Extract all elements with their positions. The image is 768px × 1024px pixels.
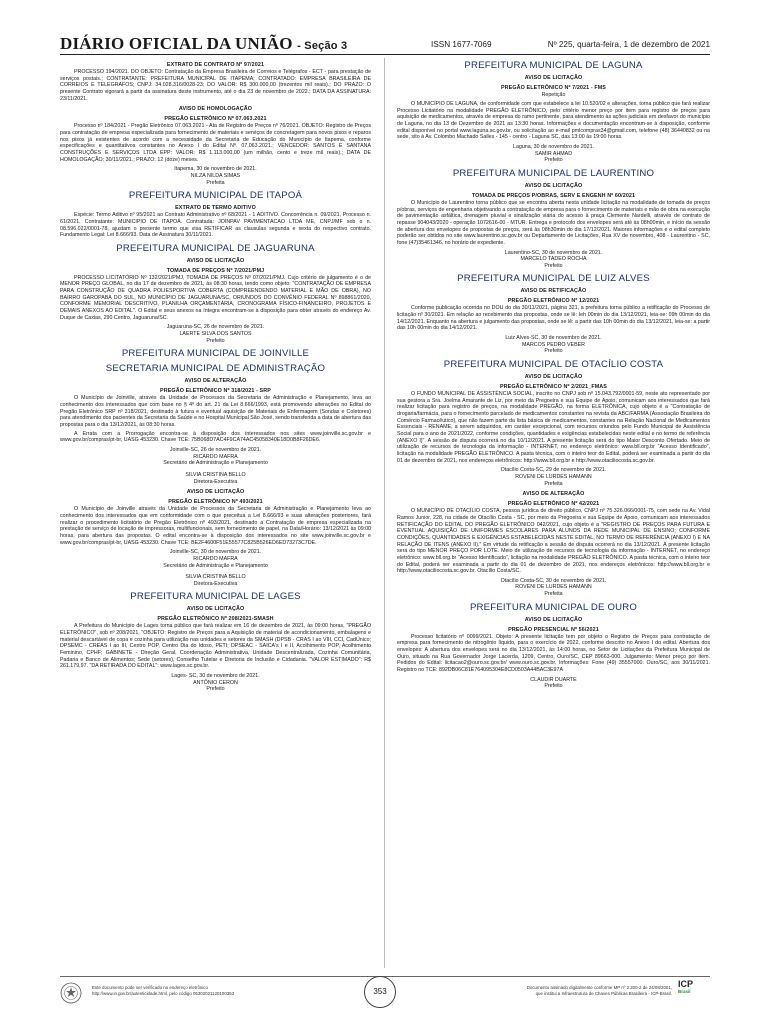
signature-name: SILVIA CRISTINA BELLO — [185, 574, 246, 581]
verification-note — [92, 985, 234, 997]
signature-name: ROVENI DE LURDES HAMANN — [515, 584, 592, 591]
notice-text: A Errata com a Prorrogação encontra-se à disposição dos interessados nos sites www.joinville.sc.gov.br e www.gov.br/compras/pt-br, UASG 453230. Chave TCE: 75B068D7AC4F9CA74AC45058340E18D0B8F26DE6. — [60, 430, 371, 444]
journal-title — [60, 34, 347, 54]
organization-heading: PREFEITURA MUNICIPAL DE JAGUARUNA — [116, 242, 315, 254]
notice-lages — [60, 591, 371, 693]
notice-subheading: PREGÃO ELETRÔNICO Nº 2/2021_FMAS — [499, 384, 607, 391]
notice-otacilio-costa-42 — [397, 491, 710, 598]
signature-role: Prefeito — [544, 262, 563, 269]
notice-subheading: PREGÃO ELETRÔNICO Nº 07.063.2021 — [164, 116, 267, 123]
signature-note-line: que institui a Infraestrutura de Chaves Públicas Brasileira - ICP-Brasil. — [535, 991, 672, 996]
icp-logo-text: ICP — [678, 979, 694, 989]
notice-subheading: PREGÃO ELETRÔNICO Nº 12/2021 — [507, 298, 600, 305]
notice-text: Conforme publicação ocorrida no DOU do dia 30/11/2021, página 321, a prefeitura torna público a retificação do Processo de licitação nº 30/2021. Em relação ao recebimento das propostas, onde se lê: Ieh 00min do dia 13/12/2021, leia-se: 09h 00min do dia 14/12/2021. Enquanto na abertura e julgamento das propostas, onde se lê: a partir das 10h 00min do dia 13/12/2021, leia-se: a partir das 10h 00min do dia 14/12/2021. — [397, 305, 710, 332]
organization-heading: PREFEITURA MUNICIPAL DE LUIZ ALVES — [457, 273, 650, 285]
notice-heading: AVISO DE HOMOLOGAÇÃO — [178, 106, 253, 113]
signature-role: Prefeita — [544, 480, 563, 487]
notice-heading: EXTRATO DE TERMO ADITIVO — [175, 205, 256, 212]
verification-url[interactable]: http://www.in.gov.br/autenticidade.html, pelo código 05302021120100353 — [92, 991, 235, 996]
notice-text: O Município de Laurentino torna público que se encontra aberta nesta unidade licitação na modalidade de tomada de preços p/obras, serviços de engenharia objetivando a contratação de empresa para o fornecimento de materiais e mão de obra na execução de pavimentação asfáltica, drenagem pluvial e sinalização viária do acesso à praça Clemente Nardelli, através de contrato de repasse 904043/2020 - operação 1072616-00 - MTUR. Entrega e protocolo dos envelopes será até às 08h00min, e início da sessão de abertura dos envelopes de propostas de preços, será às 08h30min do dia 17/12/2021. Maiores informações e o edital completo poderão ser obtidos no site www.laurentino.sc.gov.br ou Departamento de Licitações, Rua XV de novembro, 408 - Laurentino - SC, fone (47)35461346, no horário de expediente. — [397, 199, 710, 246]
organization-heading: PREFEITURA MUNICIPAL DE LAGES — [130, 591, 301, 603]
notice-joinville-318 — [60, 348, 371, 485]
organization-heading: PREFEITURA MUNICIPAL DE LAGUNA — [464, 60, 643, 71]
left-column — [60, 58, 371, 968]
organization-heading: PREFEITURA MUNICIPAL DE JOINVILLE — [121, 348, 310, 360]
notice-laurentino — [397, 168, 710, 270]
signature-block — [397, 677, 710, 690]
signature-role: Prefeito — [544, 157, 563, 164]
notice-itapema-homologacao — [60, 106, 371, 186]
signature-name: SILVIA CRISTINA BELLO — [185, 471, 246, 478]
journal-name: DIÁRIO OFICIAL DA UNIÃO — [60, 34, 293, 53]
signature-block — [60, 166, 371, 186]
signature-role: Prefeita — [544, 591, 563, 598]
notice-heading: AVISO DE LICITAÇÃO — [524, 75, 583, 81]
signature-place-date: Laguna, 30 de novembro de 2021. — [513, 143, 594, 150]
page-number: 353 — [364, 976, 396, 1008]
signature-name: RICARDO MAFRA — [193, 453, 238, 460]
signature-name: MARCELO TADEO ROCHA — [520, 256, 587, 263]
notice-subheading: PREGÃO ELETRÔNICO Nº 318/2021 - SRP — [160, 388, 271, 395]
signature-role: Diretora-Executiva — [193, 478, 238, 485]
signature-name: ANTÔNIO CERON — [193, 679, 238, 686]
signature-block — [397, 335, 710, 355]
notice-text: Processo nº 184/2021 - Pregão Eletrônico 07.063.2021 - Ata de Registro de Preços nº 76/2021. OBJETO: Registro de Preços para contratação de empresa especializada para fornecimento de materiais e serviços de concretagem para novos pisos e reparos nos pisos já existentes de acordo com a necessidade da Secretaria de Educação do Município de Itapema, conforme especificações e quantitativos constantes no Anexo I do Edital Nº. 07.063.2021.; VENCEDOR: SANTOS E SANTANA CONSTRUÇÕES E SERVIÇOS LTDA EPP; VALOR: R$ 1.113.000,00 (um milhão, cento e treze mil reais).; DATA DE HOMOLOGAÇÃO: 30/11/2021.; PRAZO: 12 (doze) meses. — [60, 123, 371, 163]
notice-heading: AVISO DE LICITAÇÃO — [524, 616, 583, 623]
notice-note: Repetição — [541, 92, 566, 98]
notice-subheading: PREGÃO ELETRÔNICO Nº 208/2021-SMASH — [157, 616, 274, 623]
notice-text: PROCESSO 194/2021. DO OBJETO: Contratação da Empresa Brasileira de Correios e Telégrafos - ECT - para prestação de serviços postais.; CONTRATANTE: PREFEITURA MUNICIPAL DE ITAPEMA; CONTRATADO: EMPRESA BRASILEIRA DE CORREIOS E TELEGRAFOS; CNPJ: 34.028.316/0028-23; DO VALOR: R$ 300.000,00 (trezentos mil reais).; DO PRAZO: O presente Contrato vigorará a partir da assinatura deste instrumento, até o dia 23 de novembro de 2022.; DATA DA ASSINATURA: 23/11/2021. — [60, 69, 371, 102]
signature-name: RICARDO MAFRA — [193, 555, 238, 562]
notice-heading: AVISO DE LICITAÇÃO — [186, 606, 245, 613]
signature-block — [397, 467, 710, 487]
notice-heading: AVISO DE LICITAÇÃO — [186, 489, 245, 496]
signature-block — [397, 578, 710, 598]
signature-place-date: Laurentino-SC, 30 de novembro de 2021. — [504, 249, 603, 256]
notice-text: Espécie: Termo Aditivo nº 95/2021 ao Contrato Administrativo nº 68/2021 - 1 ADITIVO. Concorrência n. 09/2021, Processo n. 61/2021. Contratante: MUNICIPIO DE ITAPOÁ. Contratada: JOINPAV PAVIMENTACAO LTDA ME, CNPJ/MF sob o n. 08.596.022/0001-78, ajustam o presente termo que visa RETIFICAR as clausulas segunda e sexta do respectivo contrato. Fundamento Legal: Lei 8.666/93. Data de Assinatura 30/11/2021. — [60, 212, 371, 239]
signature-name: CLAUDIR DUARTE — [530, 676, 577, 683]
organization-heading: PREFEITURA MUNICIPAL DE LAURENTINO — [452, 167, 655, 179]
signature-place-date: Itapema, 30 de novembro de 2021. — [174, 166, 257, 173]
signature-block — [60, 549, 371, 587]
signature-role: Prefeito — [544, 348, 563, 355]
national-seal-icon — [60, 982, 82, 1004]
right-column — [397, 58, 710, 968]
notice-itapoa — [60, 190, 371, 239]
notice-text: O MUNICÍPIO DE LAGUNA, de conformidade com que estabelece a lei 10.520/02 e alterações, torna público que fará realizar Processo Licitatório na modalidade PREGÃO ELETRÔNICO, pelo critério menor preço por item para registro de preços para aquisição de medicamentos, através de empresa do ramo pertinente, para atendimento às ações judiciais em desfavor do município de Laguna, no dia 13 de Dezembro de 2021 as 13:30 horas. Informações e documentação encontram-se à disposição, conforme edital disponível no portal www.laguna.sc.gov.br, ou solicitação ao e-mail pmlcompras34@gmail.com, telefone (48) 36440832 ou na sede, sito à Av. Colombo Machado Salles - 145 - centro - Laguna SC, das 13:00 às 19:00 horas. — [397, 101, 710, 141]
signature-name: SAMIR AHMAD — [534, 150, 573, 157]
issn: ISSN 1677-7069 — [431, 40, 492, 49]
icp-logo-subtext: Brasil — [678, 989, 691, 994]
signature-block — [397, 144, 710, 164]
signature-place-date: Lages- SC, 30 de novembro de 2021. — [171, 673, 260, 680]
signature-block — [397, 250, 710, 270]
notice-otacilio-costa-fmas — [397, 359, 710, 487]
notice-heading: EXTRATO DE CONTRATO Nº 97/2021 — [166, 62, 265, 68]
signature-role: Diretora-Executiva — [193, 580, 238, 587]
signature-note — [527, 985, 672, 997]
notice-text: PROCESSO LICITATÓRIO Nº 132/2021/PMJ, TOMADA DE PREÇOS Nº 07/2021/PMJ. Cujo critério de julgamento é o de MENOR PREÇO GLOBAL, no dia 17 de dezembro de 2021, às 08:30 horas, tendo como objeto: "CONTRATAÇÃO DE EMPRESA PARA CONSTRUÇÃO DE QUADRA POLIESPORTIVA COBERTA (COMPREENDENDO MATERIAL E MÃO DE OBRA), NO BAIRRO GAROPABA DO SUL, NO MUNICÍPIO DE JAGUARUNA/SC, ORIUNDOS DO CONVÊNIO FEDERAL Nº 898861/2020, CONFORME MEMORIAL DESCRITIVO, PLANILHA ORÇAMENTÁRIA, CRONOGRAMA FÍSICO-FINANCEIRO, PROJETOS E DEMAIS ANEXOS AO EDITAL". O Edital e seus anexos na íntegra encontram-se à disposição para obter através do endereço Av. Duque de Caxias, 290 Centro, Jaguaruna/SC. — [60, 274, 371, 321]
notice-luiz-alves — [397, 273, 710, 355]
signature-role: Secretário de Administração e Planejamento — [163, 460, 268, 467]
signature-name: ROVENI DE LURDES HAMANN — [515, 473, 592, 480]
column-divider — [384, 58, 385, 968]
signature-role: Prefeito — [544, 683, 563, 690]
signature-block — [60, 324, 371, 344]
notice-ouro — [397, 602, 710, 690]
signature-place-date: Joinville-SC, 30 de novembro de 2021. — [169, 549, 262, 556]
signature-place-date: Jaguaruna-SC, 26 de novembro de 2021. — [166, 324, 265, 331]
notice-heading: AVISO DE RETIFICAÇÃO — [520, 288, 587, 295]
notice-joinville-493 — [60, 489, 371, 587]
notice-subheading: TOMADA DE PREÇOS P/OBRAS, SERV E ENGENH Nº 60/2021 — [471, 192, 636, 199]
signature-role: Prefeito — [206, 686, 225, 693]
notice-text: O Município de Joinville através da Unidade de Processos da Secretaria de Administração e Planejamento leva ao conhecimento dos interessados que em conformidade com o que preceitua a Lei 8.666/93 e suas alterações posteriores, fará realizar o procedimento licitatório de Pregão Eletrônico nº 493/2021, destinado a Contratação de empresa especializada na prestação de serviço de locação de impressoras, multifuncionais, sem fornecimento de papel, na Data/Horário: 13/12/2021 às 09:00 horas, para abertura das propostas. O edital encontra-se à disposição dos interessados no site www.joinville.sc.gov.br e www.gov.br/compras/pt-br, UASG 453230. Chave TCE: BE2F4600F51E55577C825B526ED6ED73273C7DE. — [60, 506, 371, 546]
signature-block — [60, 673, 371, 693]
signature-place-date: Otacílio Costa-SC, 29 de novembro de 2021. — [500, 467, 607, 474]
organization-heading: PREFEITURA MUNICIPAL DE OURO — [469, 601, 638, 613]
organization-heading: PREFEITURA MUNICIPAL DE OTACÍLIO COSTA — [443, 359, 664, 371]
page-footer — [60, 979, 710, 1016]
signature-name: NILZA NILDA SIMAS — [190, 172, 241, 179]
signature-role: Prefeita — [206, 179, 225, 186]
signature-role: Prefeito — [206, 337, 225, 344]
notice-subheading: PREGÃO ELETRÔNICO Nº 42/2021 — [507, 501, 600, 508]
signature-role: Secretário de Administração e Planejamento — [163, 562, 268, 569]
header-rule — [60, 54, 710, 55]
signature-note-line: Documento assinado digitalmente conforme MP nº 2.200-2 de 24/08/2001, — [526, 985, 672, 990]
notice-laguna — [397, 60, 710, 164]
notice-text: A Prefeitura do Município de Lages torna público que fará realizar em 16 de dezembro de 2021, às 09:00 horas, "PREGÃO ELETRÔNICO", sob nº 208/2021, "OBJETO: Registro de Preços para a Aquisição de material de acondicionamento, embalagens e material descartável de copa e cozinha para utilização nas unidades e setores da SMASH (DPSB - CRAS I ao VIII, CCI, CadÚnico; DPSEMC - CREAS I ao III, Centro POP, Centro Dia do Idoso, PETI; DPSEAC - SAICA's I e II, Acolhimento POP, Acolhimento Feminino, CPHF; GABINETE - Direção Geral, Coordenação Administrativa, Unidade Descentralizada, Cozinha Comunitária, Padaria e Banco de Alimentos; Sede (setores), Conselho Tutelar e Diretoria de Inclusão e Cidadania. "VALOR ESTIMADO": R$ 261.179,97. "DA RETIRADA DO EDITAL": www.lages.sc.gov.br. — [60, 623, 371, 670]
notice-text: O Município de Joinville, através da Unidade de Processos da Secretaria de Administração e Planejamento, leva ao conhecimento dos interessados que com base no § 4º do art. 21 da Lei 8.666/1993, está promovendo alterações no Edital do Pregão Eletrônico SRP nº 318/2021, destinado à futura e eventual aquisição de Materiais de Enfermagem (Sondas e Coletores) para atendimento dos pacientes da Secretaria da Saúde e no Hospital Municipal São José, sendo transferida a data de abertura das propostas para o dia 13/12/2021, às 08:30 horas. — [60, 395, 371, 428]
signature-place-date: Luiz Alves-SC, 30 de novembro de 2021. — [505, 335, 602, 342]
signature-place-date: Joinville-SC, 26 de novembro de 2021. — [169, 446, 262, 453]
issue-date: Nº 225, quarta-feira, 1 de dezembro de 2021 — [547, 40, 710, 49]
notice-heading: AVISO DE LICITAÇÃO — [186, 257, 245, 264]
notice-heading: AVISO DE ALTERAÇÃO — [522, 491, 585, 498]
notice-heading: AVISO DE LICITAÇÃO — [524, 374, 583, 381]
notice-text: O MUNICÍPIO DE OTACÍLIO COSTA, pessoa jurídica de direito público, CNPJ nº 75.326.066/0001-75, com sede na Av. Vidal Ramos Junior, 228, na cidade de Otacílio Costa - SC, por meio da Pregoeira e sua Equipe de Apoio, comunicam aos interessados RETIFICAÇÃO DO EDITAL DO PREGÃO ELETRÔNICO 042/2021, cujo objeto é a "REGISTRO DE PREÇOS PARA FUTURA E EVENTUAL AQUISIÇÃO DE UNIFORMES ESCOLARES PARA ALUNOS DA REDE MUNICIPAL DE ENSINO; CONFORME CONDIÇÕES, QUANTIDADES E EXIGÊNCIAS ESTABELECIDAS NESTE EDITAL, NO TERMO DE REFERÊNCIA (ANEXO I) E NA RELAÇÃO DE ITENS (ANEXO II)." Em virtude da retificação a sessão de disputa ocorrerá no dia 13/12/2021. A presente licitação será do tipo MENOR PREÇO POR LOTE. Meio de utilização de recursos de tecnologia da informação - INTERNET, no endereço eletrônico: www.bll.org.br "Acesso Identificado", licitação na modalidade PREGÃO ELETRÔNICO. A pasta técnica, com o inteiro teor do Edital, poderá ser examinada a partir do dia 01 de dezembro de 2021, nos endereços eletrônicos: http://www.bll.org.br e http://www.otaciliocosta.sc.gov.br. Otacílio Costa/SC. — [397, 508, 710, 575]
notice-subheading: PREGÃO ELETRÔNICO Nº 7/2021 - FMS — [500, 85, 606, 91]
organization-heading: PREFEITURA MUNICIPAL DE ITAPOÁ — [128, 190, 303, 202]
section-label: - Seção 3 — [297, 40, 348, 52]
notice-subheading: TOMADA DE PREÇOS Nº 7/2021/PMJ — [166, 267, 265, 274]
icp-brasil-logo — [678, 980, 710, 1006]
signature-name: LAERTE SILVA DOS SANTOS — [179, 331, 252, 338]
signature-name: MARCOS PEDRO VEBER — [522, 341, 585, 348]
notice-text: O FUNDO MUNICIPAL DE ASSISTÊNCIA SOCIAL, inscrito no CNPJ sob nº 15.043.792/0001-59, neste ato representado por sua gestora a Sra. Joelma Amarante de Liz, por meio da Pregoeira e sua Equipe de Apoio, comunicam aos interessados que fará realizar licitação para registro de preços, na modalidade PREGÃO, na forma ELETRÔNICA, cujo objeto é a "Contratação de drogaria/farmácia, para o fornecimento parcelado de medicamentos constantes na revista da ABC/FARMA (Associação Brasileira do Comércio Farmacêutico), que não fazem parte da lista básica de medicamentos, constantes na Relação Nacional de Medicamentos Essenciais - RENAME, a serem adquiridos, em caráter excepcional, com recursos oriundos pelo Fundo Municipal de Assistência Social para o ano de 2021/2022, conforme condições, quantidades e exigências estabelecidas neste edital e no termo de referência (ANEXO I)". A sessão de disputa ocorrerá no dia 10/12/2021. A presente licitação será do tipo Maior Desconto Ofertado. Meio de utilização de recursos de tecnologia da informação - INTERNET, no endereço eletrônico: www.bll.org.br "Acesso Identificado", licitação na modalidade PREGÃO ELETRÔNICO. A pasta técnica, com o inteiro teor do Edital, poderá ser examinada a partir do dia 01 de dezembro de 2021, nos endereços eletrônicos: http://www.bll.org.br e http://www.otaciliocosta.sc.gov.br. — [397, 391, 710, 464]
notice-text: Processo licitatório nº 0099/2021. Objeto: A presente licitação tem por objeto o Registro de Preços para contratação de empresa para fornecimento de nitrogênio líquido, para o exercício de 2022, conforme descrito no Anexo I do edital. Abertura dos envelopes: A abertura dos envelopes será no dia 13/12/2021, às 14:00 horas, no Setor de Licitações da Prefeitura Municipal de Ouro, situado na Rua Governador Jorge Lacerda, 1209, Centro, Ouro/SC, CEP 89663-000. Julgamento: Menor preço por item. Pedidos do Edital: licitacao2@ouro.sc.gov.br/ www.ouro.sc.gov.br. Informações: Fone (49) 35557000. Ouro/SC, aos 30/11/2021. Registro no TCE: 892DB06C81E764095304E8CD0503A44BAC3E97A — [397, 633, 710, 674]
page-header — [60, 34, 710, 54]
verification-line: Este documento pode ser verificado no endereço eletrônico — [92, 985, 208, 990]
notice-heading: AVISO DE ALTERAÇÃO — [184, 378, 247, 385]
signature-block — [60, 447, 371, 485]
signature-place-date: Otacílio Costa-SC, 30 de novembro de 2021. — [500, 577, 607, 584]
organization-subheading: SECRETARIA MUNICIPAL DE ADMINISTRAÇÃO — [105, 363, 326, 375]
notice-subheading: PREGÃO PRESENCIAL Nº 56/2021 — [508, 626, 599, 633]
notice-heading: AVISO DE LICITAÇÃO — [524, 182, 583, 189]
notice-itapema-contrato — [60, 62, 371, 102]
notice-subheading: PREGÃO ELETRÔNICO Nº 493/2021 — [168, 499, 263, 506]
notice-jaguaruna — [60, 243, 371, 345]
